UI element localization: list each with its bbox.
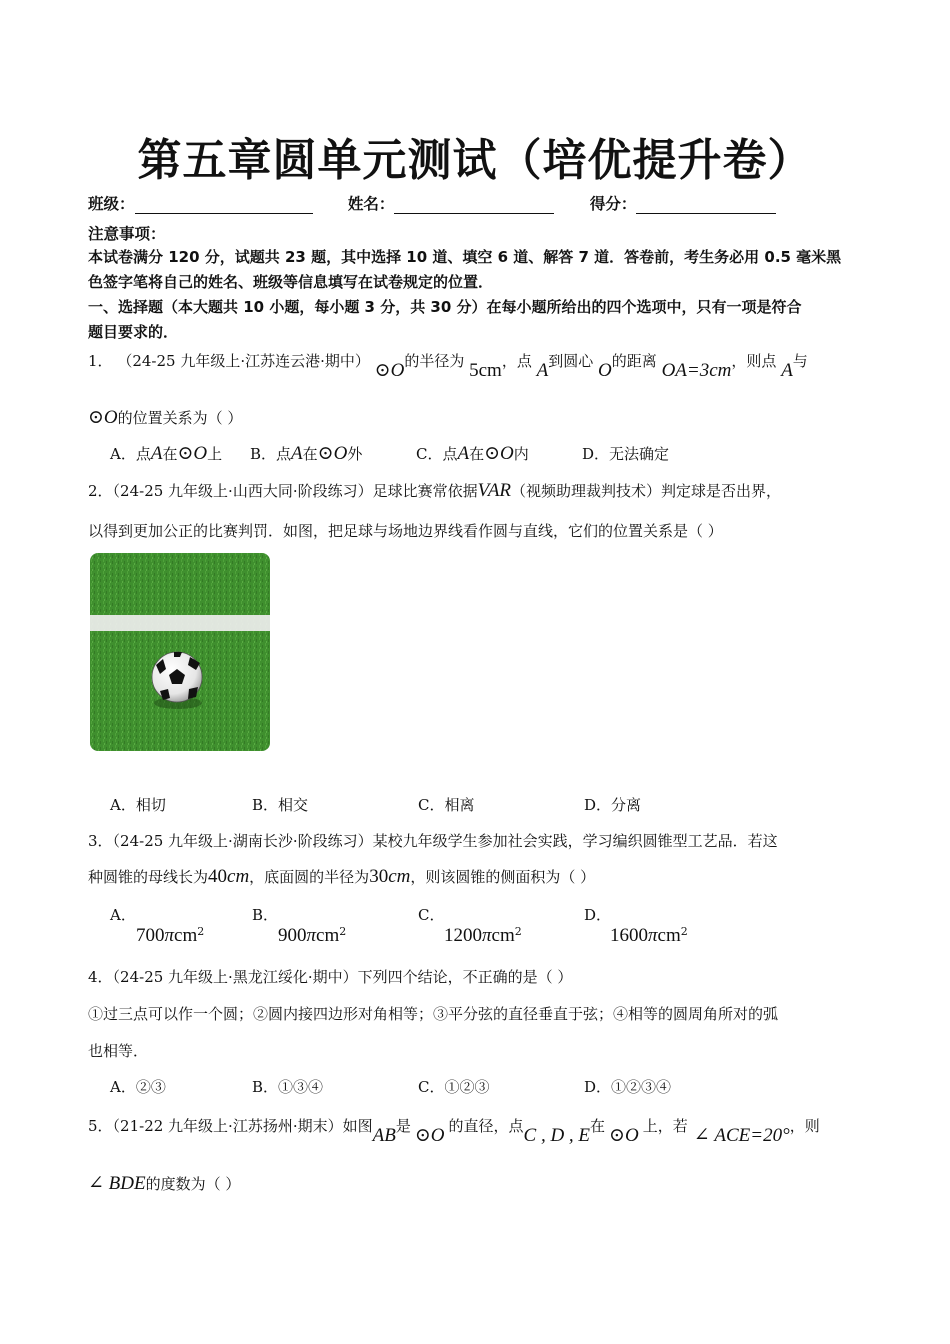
option-c[interactable] bbox=[418, 1076, 584, 1097]
score-blank[interactable] bbox=[636, 197, 776, 214]
math-pi: π bbox=[482, 925, 492, 946]
math-sup: 2 bbox=[680, 925, 688, 938]
question-4-line-1 bbox=[88, 966, 572, 987]
question-number: 5． bbox=[88, 1117, 113, 1135]
text: 在 bbox=[302, 445, 318, 463]
option-b[interactable] bbox=[252, 1076, 418, 1097]
text: 足球比赛常依据 bbox=[372, 482, 478, 500]
question-2-options bbox=[110, 794, 641, 815]
text: ，则 bbox=[789, 1117, 820, 1135]
math-sup: 2 bbox=[514, 925, 522, 938]
math-ab: AB bbox=[372, 1125, 396, 1146]
math-a: A bbox=[291, 443, 303, 464]
math-cde: C , D , E bbox=[523, 1125, 591, 1146]
text: 的半径为 bbox=[404, 352, 465, 370]
math-sup: 2 bbox=[339, 925, 347, 938]
option-label: B． bbox=[252, 796, 279, 814]
question-number: 1． bbox=[88, 352, 113, 370]
option-a[interactable] bbox=[110, 904, 252, 947]
text: 与 bbox=[792, 352, 808, 370]
question-2-line-2: 以得到更加公正的比赛判罚．如图，把足球与场地边界线看作圆与直线，它们的位置关系是（ ） bbox=[88, 522, 723, 540]
option-label: C． bbox=[418, 906, 445, 924]
question-3-line-1 bbox=[88, 830, 778, 851]
name-blank[interactable] bbox=[394, 197, 554, 214]
option-label: B． bbox=[252, 906, 279, 924]
question-source: （24-25 九年级上·山西大同·阶段练习） bbox=[112, 482, 373, 500]
option-label: B． bbox=[252, 1078, 279, 1096]
question-3-line-2 bbox=[88, 866, 595, 888]
text: （视频助理裁判技术）判定球是否出界， bbox=[511, 482, 782, 500]
option-text: 分离 bbox=[611, 796, 642, 814]
question-source: （24-25 九年级上·湖南长沙·阶段练习） bbox=[112, 832, 373, 850]
text: ，底面圆的半径为 bbox=[249, 868, 370, 886]
math-a: A bbox=[150, 443, 163, 464]
math-angle-bde: ∠ BDE bbox=[88, 1173, 146, 1194]
score-field[interactable] bbox=[590, 192, 777, 214]
text: ，点 bbox=[501, 352, 532, 370]
option-d[interactable] bbox=[584, 904, 688, 947]
soccer-field-graphic bbox=[90, 553, 270, 751]
text: 上 bbox=[207, 445, 223, 463]
math-circle-o: ⊙O bbox=[88, 407, 118, 428]
question-source: （21-22 九年级上·江苏扬州·期末） bbox=[112, 1117, 343, 1135]
math-oa: OA=3cm bbox=[661, 360, 732, 381]
option-label: A． bbox=[110, 1078, 136, 1096]
question-1-options bbox=[110, 442, 669, 465]
option-c[interactable] bbox=[416, 442, 582, 465]
text: 的度数为（ ） bbox=[145, 1175, 241, 1193]
math-a: A bbox=[457, 443, 470, 464]
option-label: A． bbox=[110, 796, 136, 814]
text: 如图 bbox=[342, 1117, 373, 1135]
text: 在 bbox=[162, 445, 178, 463]
text: 到圆心 bbox=[548, 352, 594, 370]
header-fields bbox=[88, 192, 776, 214]
text: 某校九年级学生参加社会实践，学习编织圆锥型工艺品．若这 bbox=[372, 832, 778, 850]
option-d[interactable] bbox=[584, 796, 641, 814]
question-number: 4． bbox=[88, 968, 113, 986]
math-unit: cm bbox=[388, 866, 411, 887]
class-blank[interactable] bbox=[135, 197, 313, 214]
section-heading-line-2: 题目要求的． bbox=[88, 323, 179, 341]
math-circle-o: ⊙O bbox=[177, 443, 208, 464]
notice-line-1: 本试卷满分 120 分，试题共 23 题，其中选择 10 道、填空 6 道、解答 7 道．答卷前，考生务必用 0.5 毫米黑 bbox=[88, 248, 842, 266]
text: 点 bbox=[442, 445, 458, 463]
text: 种圆锥的母线长为 bbox=[88, 868, 209, 886]
option-label: D． bbox=[584, 906, 612, 924]
text: 的直径，点 bbox=[448, 1117, 524, 1135]
text: 点 bbox=[276, 445, 292, 463]
class-field[interactable] bbox=[88, 192, 313, 214]
option-label: C． bbox=[418, 796, 445, 814]
math-value: 1200 bbox=[444, 925, 482, 946]
option-b[interactable] bbox=[252, 794, 418, 815]
text: 的距离 bbox=[611, 352, 657, 370]
notice-heading: 注意事项： bbox=[88, 225, 166, 243]
option-b[interactable] bbox=[250, 442, 416, 465]
option-label: D． bbox=[582, 445, 610, 463]
question-source: （24-25 九年级上·黑龙江绥化·期中） bbox=[112, 968, 358, 986]
name-field[interactable] bbox=[348, 192, 555, 214]
math-circle-o: ⊙O bbox=[484, 443, 514, 464]
text: ，则点 bbox=[731, 352, 777, 370]
option-label: C． bbox=[416, 445, 443, 463]
section-heading-line-1: 一、选择题（本大题共 10 小题，每小题 3 分，共 30 分）在每小题所给出的四个选项中，只有一项是符合 bbox=[88, 298, 802, 316]
math-sup: 2 bbox=[197, 925, 205, 938]
math-pi: π bbox=[306, 925, 317, 946]
option-label: D． bbox=[584, 1078, 612, 1096]
math-circle-o: ⊙O bbox=[317, 443, 348, 464]
text: 点 bbox=[135, 445, 151, 463]
question-1-line-1 bbox=[88, 349, 808, 381]
question-4-options bbox=[110, 1076, 671, 1097]
question-4-line-3: 也相等． bbox=[88, 1042, 149, 1060]
question-1-line-2 bbox=[88, 406, 242, 429]
option-text: 无法确定 bbox=[609, 445, 670, 463]
option-text: ①③④ bbox=[278, 1078, 324, 1096]
option-text: 相交 bbox=[278, 796, 309, 814]
option-label: B． bbox=[250, 445, 277, 463]
notice-line-2: 色签字笔将自己的姓名、班级等信息填写在试卷规定的位置． bbox=[88, 273, 494, 291]
math-unit: cm bbox=[316, 925, 340, 946]
math-a: A bbox=[781, 360, 793, 381]
option-text: ①②③④ bbox=[611, 1078, 672, 1096]
question-number: 2． bbox=[88, 482, 113, 500]
option-a[interactable] bbox=[110, 1076, 252, 1097]
name-label: 姓名： bbox=[347, 195, 395, 213]
soccer-field-image bbox=[90, 553, 270, 751]
math-unit: cm bbox=[657, 925, 681, 946]
option-c[interactable] bbox=[418, 904, 584, 947]
math-5cm: 5cm bbox=[469, 360, 502, 381]
option-d[interactable] bbox=[584, 1078, 671, 1096]
option-label: A． bbox=[110, 445, 136, 463]
math-unit: cm bbox=[174, 925, 198, 946]
option-text: ①②③ bbox=[444, 1078, 490, 1096]
question-4-line-2: ①过三点可以作一个圆；②圆内接四边形对角相等；③平分弦的直径垂直于弦；④相等的圆周角所对的弧 bbox=[88, 1005, 779, 1023]
score-label: 得分： bbox=[589, 195, 637, 213]
option-label: C． bbox=[418, 1078, 445, 1096]
page-title: 第五章圆单元测试（培优提升卷） bbox=[137, 135, 813, 186]
math-circle-o: ⊙O bbox=[609, 1125, 639, 1146]
math-pi: π bbox=[164, 925, 175, 946]
option-label: A． bbox=[110, 906, 136, 924]
option-text: 相离 bbox=[444, 796, 475, 814]
option-d[interactable] bbox=[582, 445, 669, 463]
question-source: （24-25 九年级上·江苏连云港·期中） bbox=[117, 352, 370, 370]
math-value: 700 bbox=[136, 925, 165, 946]
text: 在 bbox=[590, 1117, 606, 1135]
math-unit: cm bbox=[491, 925, 515, 946]
option-label: D． bbox=[584, 796, 612, 814]
text: 是 bbox=[395, 1117, 411, 1135]
option-a[interactable] bbox=[110, 442, 250, 465]
question-2-line-1 bbox=[88, 480, 781, 502]
text: 在 bbox=[469, 445, 485, 463]
math-var: VAR bbox=[477, 480, 512, 501]
text: ，则该圆锥的侧面积为（ ） bbox=[410, 868, 596, 886]
math-a: A bbox=[536, 360, 549, 381]
question-number: 3． bbox=[88, 832, 113, 850]
option-text: 相切 bbox=[135, 796, 166, 814]
math-o: O bbox=[598, 360, 612, 381]
math-value: 40 bbox=[208, 866, 228, 887]
option-a[interactable] bbox=[110, 794, 252, 815]
text: 的位置关系为（ ） bbox=[117, 409, 243, 427]
math-pi: π bbox=[648, 925, 658, 946]
math-angle-ace: ∠ ACE=20° bbox=[693, 1125, 790, 1146]
math-unit: cm bbox=[227, 866, 250, 887]
class-label: 班级： bbox=[88, 195, 135, 213]
math-circle-o: ⊙O bbox=[374, 360, 405, 381]
question-5-line-2 bbox=[88, 1172, 240, 1195]
math-circle-o: ⊙O bbox=[414, 1125, 445, 1146]
option-b[interactable] bbox=[252, 904, 418, 947]
math-value: 900 bbox=[278, 925, 307, 946]
question-3-options bbox=[110, 904, 688, 947]
text: 下列四个结论，不正确的是（ ） bbox=[357, 968, 573, 986]
math-value: 1600 bbox=[610, 925, 648, 946]
text: 上，若 bbox=[642, 1117, 688, 1135]
question-5-line-1 bbox=[88, 1114, 820, 1146]
option-text: ②③ bbox=[135, 1078, 166, 1096]
text: 外 bbox=[347, 445, 363, 463]
text: 内 bbox=[513, 445, 529, 463]
math-value: 30 bbox=[369, 866, 389, 887]
option-c[interactable] bbox=[418, 794, 584, 815]
